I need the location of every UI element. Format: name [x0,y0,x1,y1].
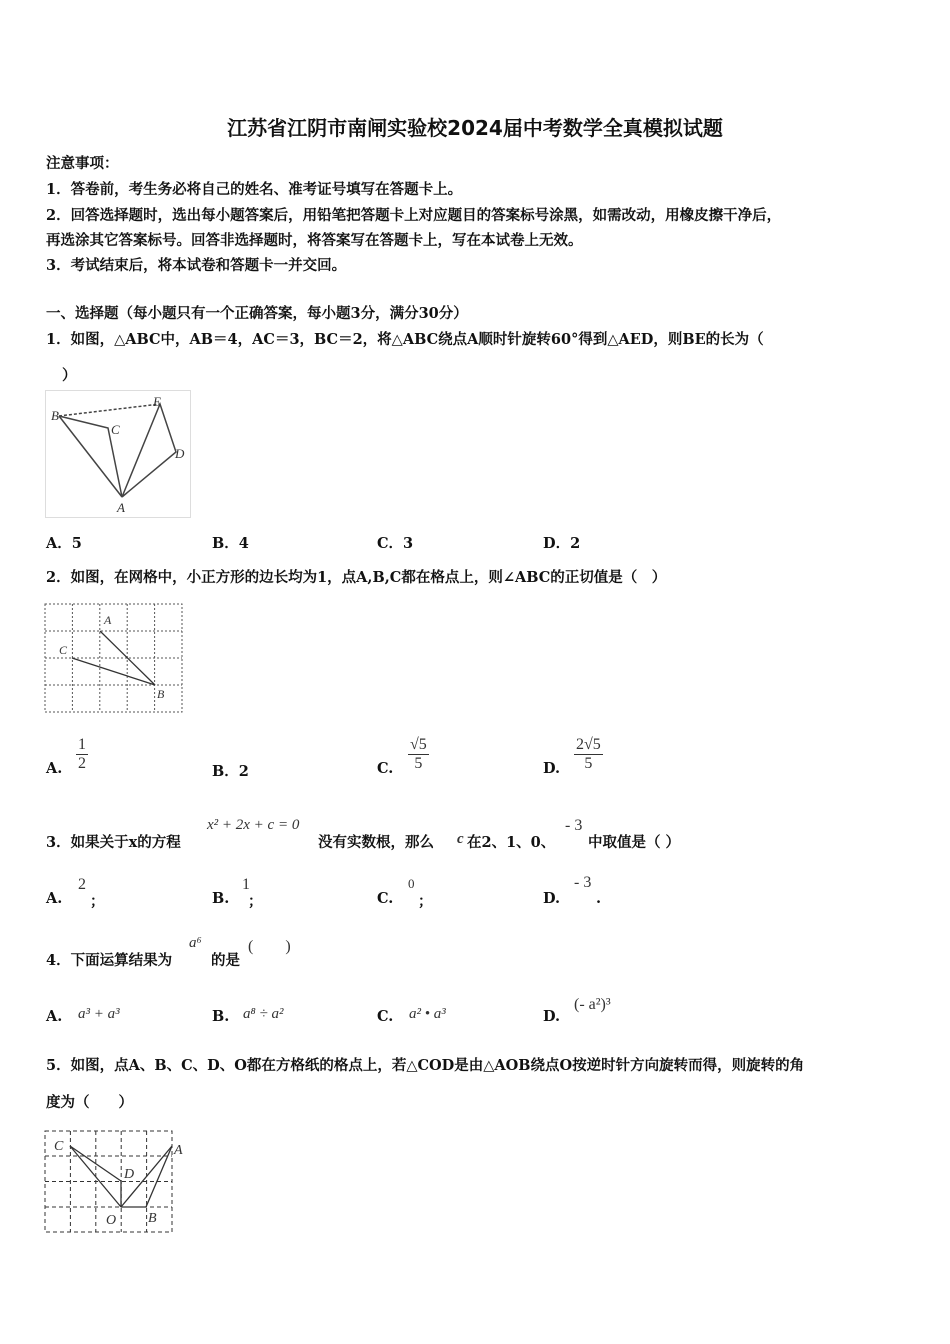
q3-option-c[interactable]: C. [377,890,394,907]
q1-option-a[interactable]: A．5 [46,535,82,552]
q2-option-a-value: $\frac{1}{2}$ [78,736,86,772]
q3-option-c-value: 0 [408,876,415,891]
label-C: C [59,643,68,657]
q2-option-c[interactable]: C. [377,760,394,777]
q2-option-d-value: $\frac{2√5}{5}$ [576,736,601,772]
q4-a6: a⁶ [189,935,202,951]
label-O: O [106,1213,117,1228]
label-B: B [148,1211,157,1226]
q5-grid-figure [44,1130,183,1234]
label-D: D [175,446,185,461]
label-C: C [54,1139,64,1154]
q4-option-a-value: a³ + a³ [78,1006,120,1022]
q1-option-c[interactable]: C．3 [377,535,414,552]
label-E: E [153,394,161,409]
q3-c: c [457,831,464,847]
q3-option-a-value: 2 [78,876,86,893]
q4-option-b-value: a⁸ ÷ a² [243,1006,284,1022]
q1-text: 1．如图，△ABC中，AB＝4，AC＝3，BC＝2，将△ABC绕点A顺时针旋转60°得到△AED，则BE的长为（ [46,331,764,348]
q3-mid: 没有实数根，那么 [318,834,434,851]
q4-option-d[interactable]: D. [543,1008,561,1025]
note-1: 1．答卷前，考生务必将自己的姓名、准考证号填写在答题卡上。 [46,181,463,198]
q4-option-c-value: a² • a³ [409,1006,446,1022]
q3-equation: x² + 2x + c = 0 [207,817,300,833]
q3-option-b-value: 1 [242,876,250,893]
q3-option-a-sep: ； [90,893,105,910]
notes-heading: 注意事项： [46,155,119,172]
note-2-cont: 再选涂其它答案标号。回答非选择题时，将答案写在答题卡上，写在本试卷上无效。 [46,232,583,249]
q4-option-d-value: (- a²)³ [574,996,611,1013]
q4-pre: 4．下面运算结果为 [46,952,173,969]
q2-option-b[interactable]: B．2 [212,763,249,780]
q3-post: 中取值是（ ） [588,834,681,851]
note-3: 3．考试结束后，将本试卷和答题卡一并交回。 [46,257,347,274]
q4-option-c[interactable]: C. [377,1008,394,1025]
label-A: A [117,500,125,515]
q4-option-a[interactable]: A. [46,1008,63,1025]
q3-option-b[interactable]: B. [212,890,230,907]
q4-post: 的是 [211,952,240,969]
q2-option-a[interactable]: A. [46,760,63,777]
q3-option-d-sep: . [596,890,602,907]
q5-text: 5．如图，点A、B、C、D、O都在方格纸的格点上，若△COD是由△AOB绕点O按逆时针方向旋转而得，则旋转的角 [46,1057,805,1074]
q1-figure [45,390,191,518]
q2-option-c-value: $\frac{√5}{5}$ [410,736,427,772]
label-C: C [111,422,120,437]
q4-option-b[interactable]: B. [212,1008,230,1025]
page-title: 江苏省江阴市南闸实验校2024届中考数学全真模拟试题 [227,116,723,140]
q3-option-b-sep: ； [248,893,263,910]
q2-text: 2．如图，在网格中，小正方形的边长均为1，点A,B,C都在格点上，则∠ABC的正切值是（ ） [46,569,667,586]
q3-mid2: 在2、1、0、 [467,834,556,851]
q5-text-cont: 度为（ ） [46,1094,133,1111]
q1-option-d[interactable]: D．2 [543,535,581,552]
label-A: A [104,613,112,627]
q2-grid-figure [44,603,184,714]
q3-option-c-sep: ； [418,893,433,910]
section-heading: 一、选择题（每小题只有一个正确答案，每小题3分，满分30分） [46,305,468,322]
label-B: B [51,408,59,423]
q4-paren: ( ) [248,938,291,955]
label-A: A [174,1143,183,1158]
q2-option-d[interactable]: D. [543,760,561,777]
q1-option-b[interactable]: B．4 [212,535,249,552]
note-2: 2．回答选择题时，选出每小题答案后，用铅笔把答题卡上对应题目的答案标号涂黑，如需改动，用橡皮擦干净后， [46,207,782,224]
q3-option-a[interactable]: A. [46,890,63,907]
q3-option-d-value: - 3 [574,874,592,891]
q3-option-d[interactable]: D. [543,890,561,907]
q3-neg3: - 3 [565,817,583,834]
label-B: B [157,687,165,701]
label-D: D [124,1167,135,1182]
q3-pre: 3．如果关于x的方程 [46,834,181,851]
q1-close: ） [62,367,77,384]
